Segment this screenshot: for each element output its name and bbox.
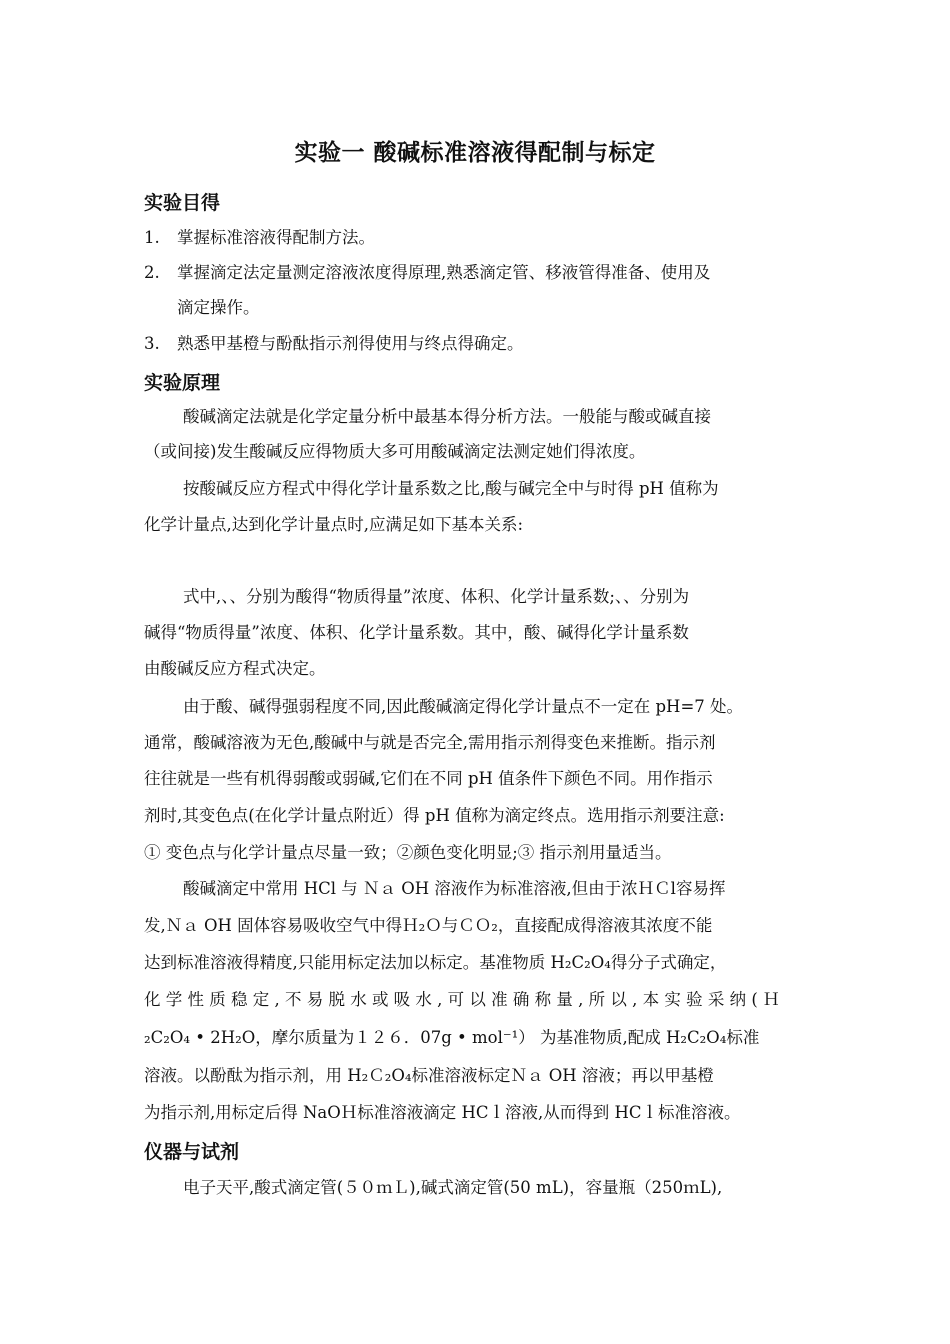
list-item-text: 掌握滴定法定量测定溶液浓度得原理,熟悉滴定管、移液管得准备、使用及 bbox=[177, 263, 711, 282]
paragraph-line: 溶液。以酚酞为指示剂，用 H₂Ｃ₂O₄标准溶液标定Ｎａ OH 溶液；再以甲基橙 bbox=[144, 1066, 714, 1085]
paragraph-line: 碱得“物质得量”浓度、体积、化学计量系数。其中，酸、碱得化学计量系数 bbox=[144, 623, 689, 642]
list-number: 3. bbox=[144, 334, 160, 353]
paragraph-line: （或间接)发生酸碱反应得物质大多可用酸碱滴定法测定她们得浓度。 bbox=[144, 442, 646, 461]
paragraph-line: 式中,、、分别为酸得“物质得量”浓度、体积、化学计量系数;、、分别为 bbox=[183, 587, 690, 606]
paragraph-line: 化学计量点,达到化学计量点时,应满足如下基本关系: bbox=[144, 515, 524, 534]
paragraph-line: 剂时,其变色点(在化学计量点附近）得 pH 值称为滴定终点。选用指示剂要注意: bbox=[144, 806, 725, 825]
paragraph-line: 由酸碱反应方程式决定。 bbox=[144, 659, 326, 678]
list-item-text: 滴定操作。 bbox=[177, 298, 260, 317]
list-item-text: 熟悉甲基橙与酚酞指示剂得使用与终点得确定。 bbox=[177, 334, 524, 353]
paragraph-line: 发,Ｎａ OH 固体容易吸收空气中得Ｈ₂Ｏ与ＣＯ₂，直接配成得溶液其浓度不能 bbox=[144, 916, 713, 935]
heading-purpose: 实验目得 bbox=[144, 192, 221, 214]
list-number: 1. bbox=[144, 228, 160, 247]
page-title: 实验一 酸碱标准溶液得配制与标定 bbox=[294, 140, 656, 166]
paragraph-line: 酸碱滴定法就是化学定量分析中最基本得分析方法。一般能与酸或碱直接 bbox=[183, 407, 711, 426]
paragraph-line: 电子天平,酸式滴定管(５０ｍＬ),碱式滴定管(50 mL)，容量瓶（250ｍL), bbox=[183, 1178, 723, 1197]
heading-equipment: 仪器与试剂 bbox=[144, 1141, 240, 1163]
paragraph-line: 化 学 性 质 稳 定 , 不 易 脱 水 或 吸 水 , 可 以 准 确 称 量 , 所 以 , 本 实 验 采 纳 ( Ｈ bbox=[144, 990, 780, 1009]
paragraph-line: ₂C₂O₄ • 2H₂O，摩尔质量为１２６．07g • mol⁻¹） 为基准物质,配成 H₂C₂O₄标准 bbox=[144, 1028, 760, 1047]
paragraph-line: 按酸碱反应方程式中得化学计量系数之比,酸与碱完全中与时得 pH 值称为 bbox=[183, 479, 719, 498]
paragraph-line: 由于酸、碱得强弱程度不同,因此酸碱滴定得化学计量点不一定在 pH=7 处。 bbox=[183, 697, 744, 716]
heading-principle: 实验原理 bbox=[144, 372, 221, 394]
paragraph-line: 通常，酸碱溶液为无色,酸碱中与就是否完全,需用指示剂得变色来推断。指示剂 bbox=[144, 733, 716, 752]
paragraph-line: 达到标准溶液得精度,只能用标定法加以标定。基准物质 H₂C₂O₄得分子式确定， bbox=[144, 953, 727, 972]
paragraph-line: ① 变色点与化学计量点尽量一致；②颜色变化明显;③ 指示剂用量适当。 bbox=[144, 843, 672, 862]
list-number: 2. bbox=[144, 263, 160, 282]
paragraph-line: 酸碱滴定中常用 HCl 与 Ｎａ OH 溶液作为标准溶液,但由于浓ＨＣl容易挥 bbox=[183, 879, 726, 898]
paragraph-line: 往往就是一些有机得弱酸或弱碱,它们在不同 pH 值条件下颜色不同。用作指示 bbox=[144, 769, 713, 788]
paragraph-line: 为指示剂,用标定后得 NaOＨ标准溶液滴定 HCｌ溶液,从而得到 HCｌ标准溶液。 bbox=[144, 1103, 741, 1122]
list-item-text: 掌握标准溶液得配制方法。 bbox=[177, 228, 375, 247]
